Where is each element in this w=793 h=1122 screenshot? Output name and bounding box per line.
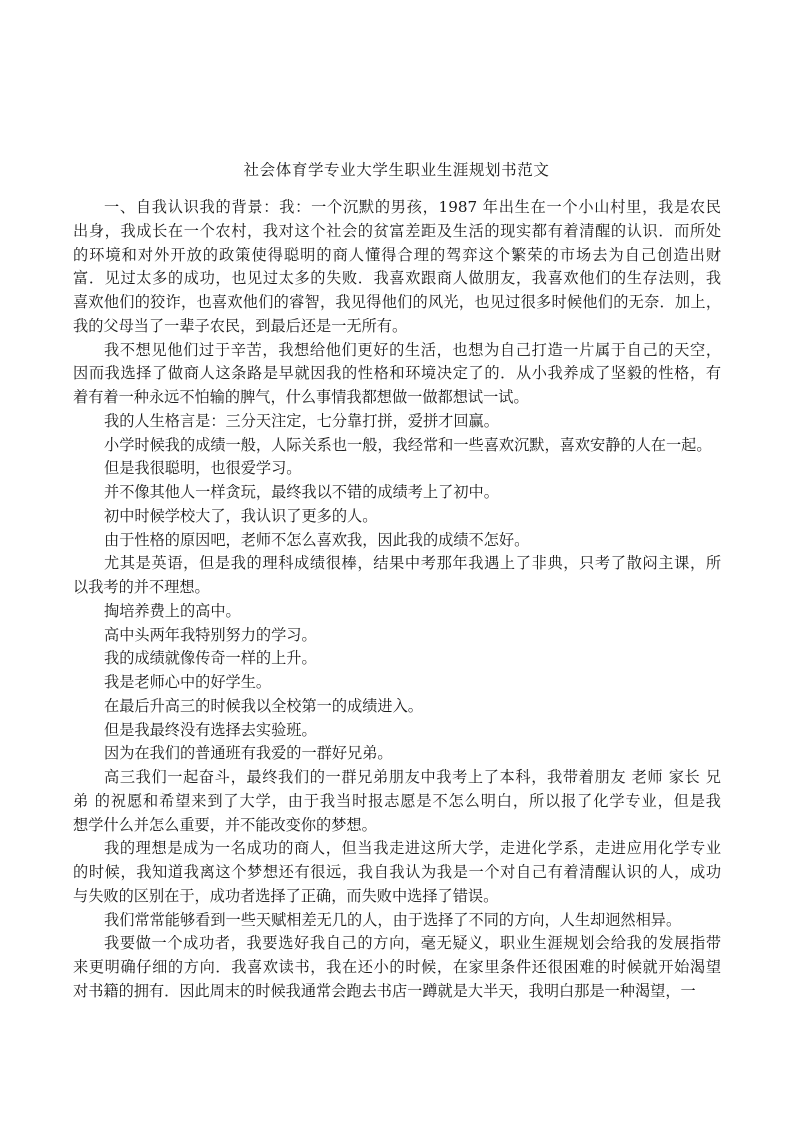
- text-line: 但是我很聪明，也很爱学习。: [104, 459, 302, 478]
- text-line: 我的人生格言是：三分天注定，七分靠打拼，爱拼才回赢。: [104, 411, 499, 430]
- paragraph: [73, 410, 721, 434]
- paragraph: [73, 766, 721, 837]
- text-line: 与失败的区别在于，成功者选择了正确，而失败中选择了错误。: [73, 886, 499, 905]
- paragraph: [73, 742, 721, 766]
- text-line: 尤其是英语，但是我的理科成绩很棒，结果中考那年我遇上了非典，只考了散闷主课，所: [104, 554, 721, 573]
- text-line: 我要做一个成功者，我要选好我自己的方向，毫无疑义，职业生涯规划会给我的发展指带: [104, 934, 721, 953]
- text-line: 喜欢他们的狡诈，也喜欢他们的睿智，我见得他们的风光，也见过很多时候他们的无奈．加上，: [73, 293, 721, 311]
- paragraph: [73, 529, 721, 553]
- paragraph: [73, 647, 721, 671]
- text-line: 初中时候学校大了，我认识了更多的人。: [104, 506, 378, 525]
- text-line: 高三我们一起奋斗，最终我们的一群兄弟朋友中我考上了本科，我带着朋友 老师 家长 兄: [104, 768, 721, 786]
- paragraph: [73, 481, 721, 505]
- text-line: 我的理想是成为一名成功的商人，但当我走进这所大学，走进化学系，走进应用化学专业: [104, 839, 721, 858]
- text-line: 我的父母当了一辈子农民，到最后还是一无所有。: [73, 316, 408, 335]
- text-line: 以我考的并不理想。: [73, 578, 210, 596]
- text-line: 来更明确仔细的方向．我喜欢读书，我在还小的时候，在家里条件还很困难的时候就开始渴望: [73, 958, 721, 976]
- paragraph: [73, 457, 721, 481]
- paragraph: [73, 434, 721, 458]
- text-line: 出身，我成长在一个农村，我对这个社会的贫富差距及生活的现实都有着清醒的认识．而所处: [73, 221, 721, 240]
- text-line: 着有着一种永远不怕输的脾气，什么事情我都想做一做都想试一试。: [73, 388, 529, 406]
- text-line: 因为在我们的普通班有我爱的一群好兄弟。: [104, 744, 393, 763]
- text-line: 弟 的祝愿和希望来到了大学，由于我当时报志愿是不怎么明白，所以报了化学专业，但是我: [73, 791, 721, 810]
- text-line: 一、自我认识我的背景：我：一个沉默的男孩，1987 年出生在一个小山村里，我是农民: [104, 198, 721, 216]
- text-line: 我的成绩就像传奇一样的上升。: [104, 649, 317, 668]
- paragraph: [73, 837, 721, 908]
- paragraph: [73, 719, 721, 743]
- text-line: 的时候，我知道我离这个梦想还有很远，我自我认为我是一个对自己有着清醒认识的人，成功: [73, 863, 721, 881]
- text-line: 我不想见他们过于辛苦，我想给他们更好的生活，也想为自己打造一片属于自己的天空，: [104, 340, 721, 359]
- text-line: 富．见过太多的成功，也见过太多的失败．我喜欢跟商人做朋友，我喜欢他们的生存法则，我: [73, 269, 721, 288]
- document-title: 社会体育学专业大学生职业生涯规划书范文: [243, 161, 550, 179]
- text-line: 由于性格的原因吧，老师不怎么喜欢我，因此我的成绩不怎好。: [104, 530, 530, 549]
- paragraph: [73, 339, 721, 410]
- paragraph: [73, 196, 721, 339]
- paragraph: [73, 932, 721, 1003]
- text-line: 但是我最终没有选择去实验班。: [104, 720, 317, 739]
- text-line: 高中头两年我特别努力的学习。: [104, 625, 317, 644]
- paragraph: [73, 505, 721, 529]
- document-body: [73, 196, 721, 1004]
- text-line: 对书籍的拥有．因此周末的时候我通常会跑去书店一蹲就是大半天，我明白那是一种渴望，一: [73, 981, 696, 1000]
- text-line: 我是老师心中的好学生。: [104, 673, 272, 691]
- text-line: 在最后升高三的时候我以全校第一的成绩进入。: [104, 696, 423, 715]
- paragraph: [73, 695, 721, 719]
- paragraph: [73, 671, 721, 695]
- text-line: 并不像其他人一样贪玩，最终我以不错的成绩考上了初中。: [104, 483, 499, 501]
- paragraph: [73, 552, 721, 600]
- text-line: 小学时候我的成绩一般，人际关系也一般，我经常和一些喜欢沉默，喜欢安静的人在一起。: [104, 435, 712, 454]
- text-line: 掏培养费上的高中。: [104, 601, 241, 620]
- text-line: 我们常常能够看到一些天赋相差无几的人，由于选择了不同的方向，人生却迥然相异。: [104, 910, 682, 929]
- text-line: 的环境和对外开放的政策使得聪明的商人懂得合理的驾弈这个繁荣的市场去为自己创造出财: [73, 245, 721, 264]
- text-line: 因而我选择了做商人这条路是早就因我的性格和环境决定了的．从小我养成了坚毅的性格，有: [73, 364, 721, 383]
- paragraph: [73, 909, 721, 933]
- text-line: 想学什么并怎么重要，并不能改变你的梦想。: [73, 815, 377, 834]
- paragraph: [73, 600, 721, 624]
- paragraph: [73, 624, 721, 648]
